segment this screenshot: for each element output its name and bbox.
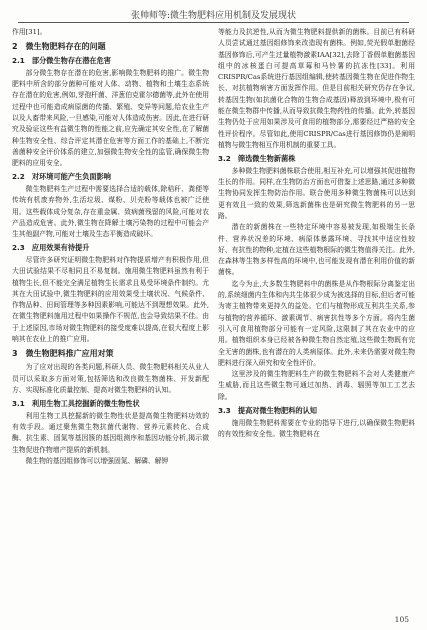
subsection-heading: 2.1 部分微生物存在潜在危害 <box>12 56 111 66</box>
right-column <box>218 27 415 612</box>
page-number: 105 <box>394 615 409 624</box>
section-heading: 3 微生物肥料推广应用对策 <box>12 349 114 359</box>
running-head: 张帅师等:微生物肥料应用机制及发展现状 <box>130 11 297 21</box>
paragraph: 等能力及抗逆性,从而为微生物肥料提供新的菌株。目前已有科研人员尝试通过基因组修饰来改造现有菌株。例如,荧光假单胞菌经基因修饰后,可产生过量植物激素IAA[32],去除丁香假单胞菌基因组中的冰核蛋白可提高草莓和马铃薯的抗冻性[33]。利用CRISPR/Cas系统进行基因组编辑,使转基因微生物在促进作物生长、对抗植物病害方面发挥作用。但是目前相关研究仍存在争议,转基因生物(如抗菌化合物的生物合成基因)释放到环境中,极有可能在微生物群中传播,从而导致抗微生物药性的传播。此外,转基因生物仍处于应用如果涉及可食用的植物部分,需要经过严格的安全性评价程序。尽管如此,使用CRISPR/Cas进行基因修饰仍是阐明植物与微生物相互作用机制的重要工具。 <box>218 28 415 149</box>
paragraph: 利用生物工具挖掘新的微生物性状是提高微生物肥料功效的有效手段。通过聚焦微生物抗菌代谢物、营养元素转化、合成酶、抗生素、固氮等基因簇的基因组测序和基因功能分析,揭示微生物促进作物增产提质的新机制。 <box>12 411 209 454</box>
paragraph: 迄今为止,大多数生物肥料中的菌株是从作物根际分离鉴定出的,系统细菌内生体和内共生体很少成为被选择的目标,但后者可能为寄主植物带来更持久的益处。它们与植物形成互利共生关系,参与植物的营养循环、激素调节、病害抗性等多个方面。将内生菌引入可食用植物部分可能有一定风险,这限制了其在农业中的应用。植物组织本身已经被各种微生物自然定殖,这些微生物既有完全无害的菌株,也有潜在的人类病原体。此外,未来仍需要对微生物肥料进行深入研究和安全性评价。 <box>218 279 415 367</box>
paragraph: 部分微生物存在潜在的危害,影响微生物肥料的推广。微生物肥料中所含的部分菌种可能对人体、动物、植物和土壤生态系统存在潜在的危害,例如,芽孢杆菌、洋葱伯克霍尔德菌等,此外在使用过程中也可能造成病原菌的传播、繁殖、变异等问题,给农业生产以及人畜带来风险,一旦感染,可能对人体造成伤害。因此,在进行研究及验证这些有益微生物的性能之前,应先确定其安全性,在了解菌种生物安全性、综合评定其潜在危害等方面工作的基础上,不断完善菌种安全评价体系的建立,加强微生物安全性的监管,确保微生物肥料的应用安全。 <box>12 68 209 168</box>
paragraph: 微生物的基因组修饰可以增强固氮、解磷、解钾 <box>25 456 169 465</box>
paragraph: 作用[31]。 <box>12 28 47 36</box>
subsection-heading: 3.2 筛选微生物新菌株 <box>218 154 296 164</box>
paragraph: 施用微生物肥料需要在专业的指导下进行,以确保微生物肥料的有效性和安全性。微生物肥料在 <box>218 418 415 438</box>
paragraph: 微生物肥料生产过程中需要选择合适的载体,除秸秆、粪便等传统有机废弃物外,生活垃圾、煤粉、贝壳粉等载体也被广泛使用。这些载体成分复杂,存在重金属、致病菌残留的风险,可能对农产品造成危害。此外,微生物在降解土壤污染物的过程中可能会产生其他副产物,可能对土壤及生态平衡造成破坏。 <box>12 184 209 239</box>
paragraph: 为了应对出现的各类问题,科研人员、微生物肥料相关从业人员可以采取多方面对策,包括筛选和改良微生物菌株、开发新配方、实现标准化质量控制、提高对微生物肥料的认知。 <box>12 363 209 394</box>
paragraph: 潜在的新菌株在一些特定环境中容易被发现,如极端生长条件、营养状况差的环境、病原体暴露环境、寻找其中适应性较好、有抗性的物种,定植在这些植物根际的微生物值得关注。此外,在森林等生物多样性高的环境中,也可能发现有潜在利用价值的新菌株。 <box>218 223 415 277</box>
paragraph: 尽管许多研究证明微生物肥料对作物提质增产有积极作用,但大田试验结果不尽相同且不易复制。施用微生物肥料虽然有利于植物生长,但不能完全满足植物生长需求且易受环境条件制约。尤其在大田试验中,微生物肥料的应用效果受土壤状况、气候条件、作物品种、田间管理等多种因素影响,可能达不到理想效果。此外,在微生物肥料施用过程中如果操作不规范,也会导致结果不佳。由于上述原因,市场对微生物肥料的接受度难以提高,在很大程度上影响其在农业上的推广应用。 <box>12 255 209 344</box>
paragraph: 多种微生物肥料菌株联合使用,相互补充,可以增强其促进植物生长的作用。同样,在生物防治方面也可借鉴上述思路,通过多种微生物协同发挥生物防治作用。联合使用多种微生物菌株可以达到更有效且一致的效果,筛选新菌株也是研究微生物肥料的另一思路。 <box>218 166 415 220</box>
subsection-heading: 3.1 利用生物工具挖掘新的微生物性状 <box>12 399 140 409</box>
header-rule <box>18 22 409 23</box>
subsection-heading: 2.2 对环境可能产生负面影响 <box>12 172 111 182</box>
subsection-heading: 3.3 提高对微生物肥料的认知 <box>218 406 317 415</box>
subsection-heading: 2.3 应用效果有待提升 <box>12 243 90 253</box>
section-heading: 2 微生物肥料存在的问题 <box>12 42 106 52</box>
left-column <box>12 27 209 612</box>
paragraph: 这里涉及的微生物肥料生产的微生物肥料不会对人类健康产生威胁,而且这些微生物可通过加热、消毒、辐照等加工工艺去除。 <box>218 370 415 401</box>
